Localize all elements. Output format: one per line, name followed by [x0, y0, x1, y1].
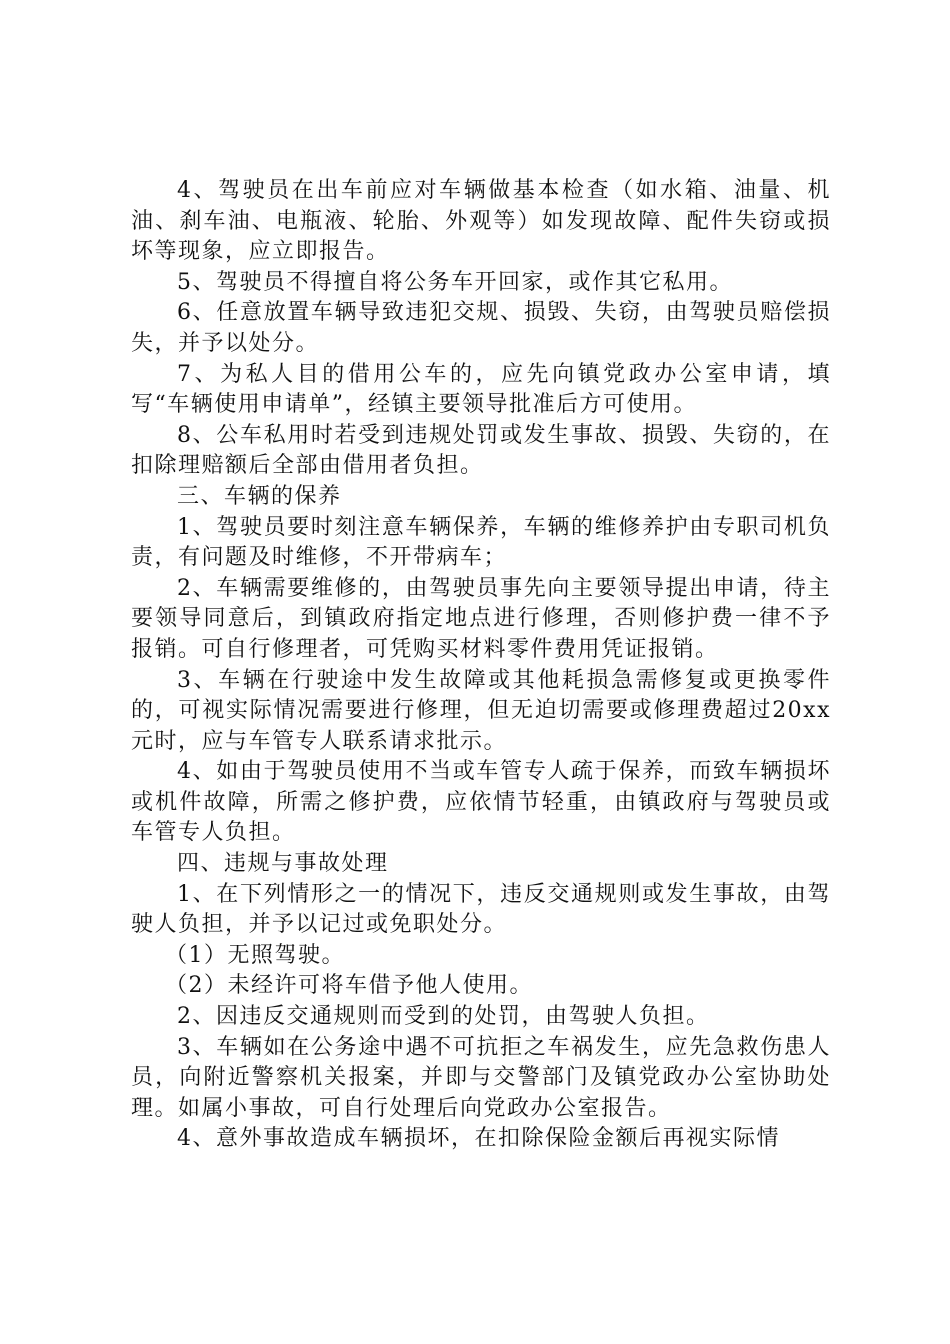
paragraph-item-5-no-home-use: 5、驾驶员不得擅自将公务车开回家，或作其它私用。 [177, 269, 733, 295]
section-heading-maintenance: 三、车辆的保养 [177, 483, 342, 509]
paragraph-item-6-parking-liability: 6、任意放置车辆导致违犯交规、损毁、失窃，由驾驶员赔偿损失，并予以处分。 [131, 300, 831, 356]
paragraph-maintenance-1: 1、驾驶员要时刻注意车辆保养，车辆的维修养护由专职司机负责，有问题及时维修，不开带病车； [131, 514, 831, 571]
paragraph-violations-1: 1、在下列情形之一的情况下，违反交通规则或发生事故，由驾驶人负担，并予以记过或免职处分。 [131, 881, 831, 938]
paragraph-violations-3: 3、车辆如在公务途中遇不可抗拒之车祸发生，应先急救伤患人员，向附近警察机关报案，并即与交警部门及镇党政办公室协助处理。如属小事故，可自行处理后向党政办公室报告。 [131, 1034, 831, 1121]
document-body [131, 176, 831, 1155]
paragraph-maintenance-2: 2、车辆需要维修的，由驾驶员事先向主要领导提出申请，待主要领导同意后，到镇政府指定地点进行修理，否则修护费一律不予报销。可自行修理者，可凭购买材料零件费用凭证报销。 [131, 575, 831, 662]
paragraph-violations-4: 4、意外事故造成车辆损坏，在扣除保险金额后再视实际情 [177, 1126, 780, 1152]
paragraph-violations-2: 2、因违反交通规则而受到的处罚，由驾驶人负担。 [177, 1004, 710, 1030]
paragraph-item-8-private-use-liability: 8、公车私用时若受到违规处罚或发生事故、损毁、失窃的，在扣除理赔额后全部由借用者负担。 [131, 422, 831, 479]
paragraph-maintenance-4: 4、如由于驾驶员使用不当或车管专人疏于保养，而致车辆损坏或机件故障，所需之修护费，应依情节轻重，由镇政府与驾驶员或车管专人负担。 [131, 759, 831, 846]
paragraph-item-4-vehicle-check: 4、驾驶员在出车前应对车辆做基本检查（如水箱、油量、机油、刹车油、电瓶液、轮胎、外观等）如发现故障、配件失窃或损坏等现象，应立即报告。 [131, 178, 831, 265]
paragraph-violations-1-case-1: （1）无照驾驶。 [165, 942, 345, 968]
paragraph-item-7-private-borrowing: 7、为私人目的借用公车的，应先向镇党政办公室申请，填写“车辆使用申请单”，经镇主要领导批准后方可使用。 [131, 361, 831, 418]
paragraph-maintenance-3: 3、车辆在行驶途中发生故障或其他耗损急需修复或更换零件的，可视实际情况需要进行修理，但无迫切需要或修理费超过20xx元时，应与车管专人联系请求批示。 [131, 667, 831, 754]
paragraph-violations-1-case-2: （2）未经许可将车借予他人使用。 [165, 973, 533, 999]
section-heading-violations: 四、违规与事故处理 [177, 851, 389, 877]
